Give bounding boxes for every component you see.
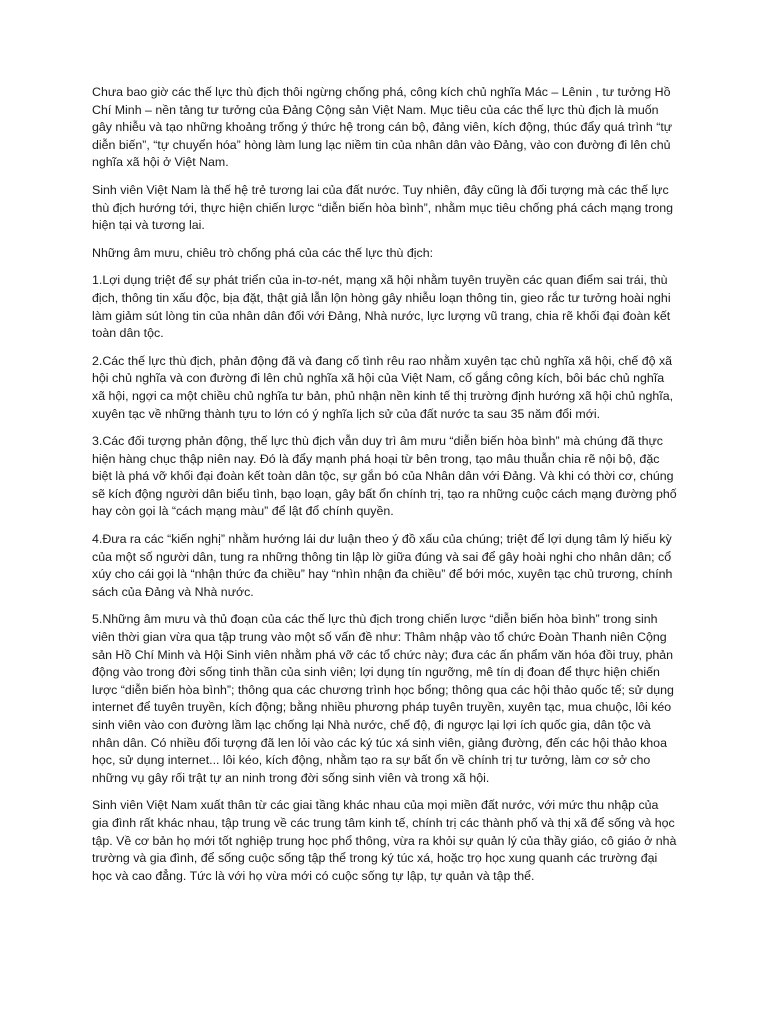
- paragraph-intro: Chưa bao giờ các thế lực thù địch thôi ngừng chống phá, công kích chủ nghĩa Mác – Lênin , tư tưởng Hồ Chí Minh – nền tảng tư tưởng của Đảng Cộng sản Việt Nam. Mục tiêu của các thế lực thù địch là muốn gây nhiễu và tạo những khoảng trống ý thức hệ trong cán bộ, đảng viên, kích động, thúc đẩy quá trình “tự diễn biến”, “tự chuyển hóa” hòng làm lung lạc niềm tin của nhân dân vào Đảng, vào con đường đi lên chủ nghĩa xã hội ở Việt Nam.: [92, 85, 673, 170]
- paragraph-students: Sinh viên Việt Nam là thế hệ trẻ tương lai của đất nước. Tuy nhiên, đây cũng là đối tượng mà các thế lực thù địch hướng tới, thực hiện chiến lược “diễn biến hòa bình”, nhằm mục tiêu chống phá cách mạng trong hiện tại và tương lai.: [92, 182, 674, 233]
- paragraph-item-2: 2.Các thế lực thù địch, phản động đã và đang cố tình rêu rao nhằm xuyên tạc chủ nghĩa xã hội, chế độ xã hội chủ nghĩa và con đường đi lên chủ nghĩa xã hội của Việt Nam, cố gắng công kích, bôi bác chủ nghĩa xã hội, ngợi ca một chiều chủ nghĩa tư bản, phủ nhận nền kinh tế thị trường định hướng xã hội chủ nghĩa, xuyên tạc về những thành tựu to lớn có ý nghĩa lịch sử của đất nước ta sau 35 năm đổi mới.: [92, 353, 674, 421]
- paragraph-item-3: 3.Các đối tượng phản động, thế lực thù địch vẫn duy trì âm mưu “diễn biến hòa bình” mà chúng đã thực hiện hàng chục thập niên nay. Đó là đẩy mạnh phá hoại từ bên trong, tạo mâu thuẫn chia rẽ nội bộ, đặc biệt là phá vỡ khối đại đoàn kết toàn dân tộc, sự gắn bó của Nhân dân với Đảng. Và khi có thời cơ, chúng sẽ kích động người dân biểu tình, bạo loạn, gây bất ổn chính trị, tạo ra những cuộc cách mạng đường phố hay còn gọi là “cách mạng màu” để lật đổ chính quyền.: [92, 434, 677, 519]
- paragraph-item-1: 1.Lợi dụng triệt để sự phát triển của in-tơ-nét, mạng xã hội nhằm tuyên truyền các quan điểm sai trái, thù địch, thông tin xấu độc, bịa đặt, thật giả lẫn lộn hòng gây nhiễu loạn thông tin, gieo rắc tư tưởng hoài nghi làm giảm sút lòng tin của nhân dân đối với Đảng, Nhà nước, lực lượng vũ trang, chia rẽ khối đại đoàn kết toàn dân tộc.: [92, 273, 671, 341]
- paragraph-list-heading: Những âm mưu, chiêu trò chống phá của các thế lực thù địch:: [92, 245, 434, 260]
- paragraph-closing: Sinh viên Việt Nam xuất thân từ các giai tầng khác nhau của mọi miền đất nước, với mức thu nhập của gia đình rất khác nhau, tập trung về các trung tâm kinh tế, chính trị các thành phố và thị xã để sống và học tập. Về cơ bản họ mới tốt nghiệp trung học phổ thông, vừa ra khỏi sự quản lý của thầy giáo, cô giáo ở nhà trường và gia đình, để sống cuộc sống tập thể trong ký túc xá, hoặc trọ học xung quanh các trường đại học và cao đẳng. Tức là với họ vừa mới có cuộc sống tự lập, tự quản và tập thể.: [92, 798, 677, 883]
- paragraph-item-4: 4.Đưa ra các “kiến nghị” nhằm hướng lái dư luận theo ý đồ xấu của chúng; triệt để lợi dụng tâm lý hiếu kỳ của một số người dân, tung ra những thông tin lập lờ giữa đúng và sai để gây hoài nghi cho nhân dân; cổ xúy cho cái gọi là “nhận thức đa chiều” hay “nhìn nhận đa chiều” để bới móc, xuyên tạc chủ trương, chính sách của Đảng và Nhà nước.: [92, 532, 673, 599]
- paragraph-item-5: 5.Những âm mưu và thủ đoạn của các thế lực thù địch trong chiến lược “diễn biến hòa bình” trong sinh viên thời gian vừa qua tập trung vào một số vấn đề như: Thâm nhập vào tổ chức Đoàn Thanh niên Cộng sản Hồ Chí Minh và Hội Sinh viên nhằm phá vỡ các tổ chức này; đưa các ấn phẩm văn hóa đồi truy, phản động vào trong đời sống tinh thần của sinh viên; lợi dụng tín ngưỡng, mê tín dị đoan để thực hiện chiến lược “diễn biến hòa bình”; thông qua các chương trình học bổng; thông qua các hội thảo quốc tế; sử dụng internet để tuyên truyền, kích động; bằng nhiều phương pháp tuyên truyền, xuyên tạc, mua chuộc, lôi kéo sinh viên vào con đường lầm lạc chống lại Nhà nước, chế độ, đi ngược lại lợi ích quốc gia, dân tộc và nhân dân. Có nhiều đối tượng đã len lỏi vào các ký túc xá sinh viên, giảng đường, đến các hội thảo khoa học, sử dụng internet... lôi kéo, kích động, nhằm tạo ra sự bất ổn về chính trị tư tưởng, làm cơ sở cho những vụ gây rối trật tự an ninh trong đời sống sinh viên và trong xã hội.: [92, 612, 674, 785]
- document-page: [92, 84, 678, 895]
